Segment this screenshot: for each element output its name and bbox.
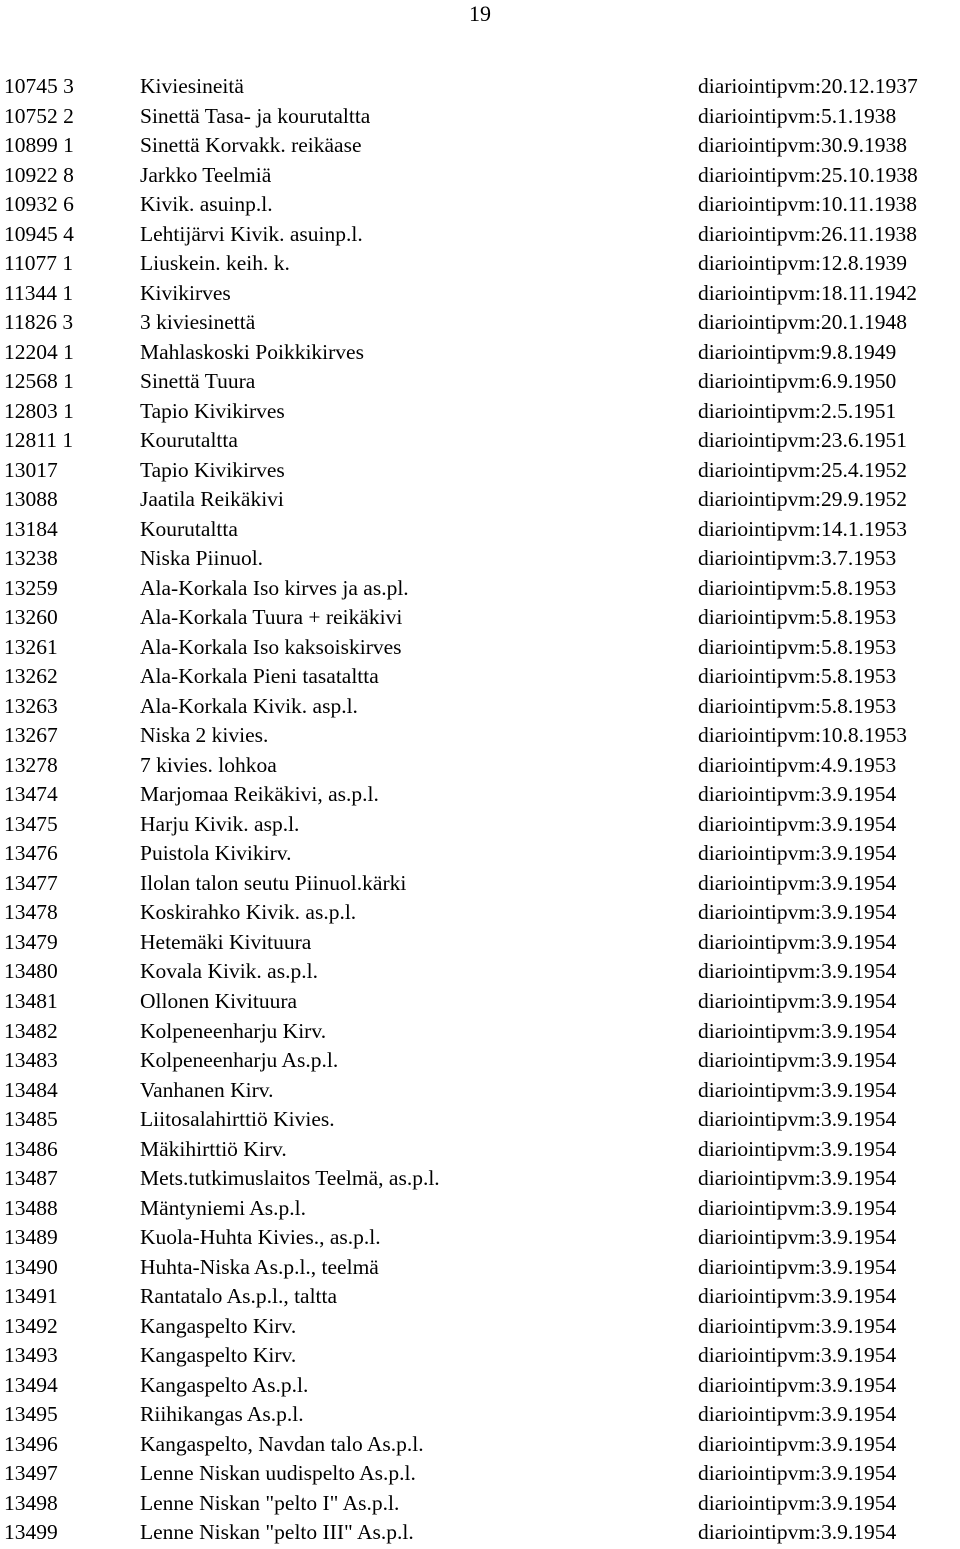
diary-date: diariointipvm:3.9.1954	[698, 782, 897, 807]
item-description: Hetemäki Kivituura	[140, 929, 312, 954]
catalog-row	[0, 308, 960, 338]
catalog-row	[0, 72, 960, 102]
catalog-row	[0, 190, 960, 220]
item-description: Riihikangas As.p.l.	[140, 1402, 304, 1427]
diary-date: diariointipvm:30.9.1938	[698, 133, 908, 158]
catalog-id: 13474	[4, 782, 58, 807]
item-description: Ollonen Kivituura	[140, 988, 298, 1013]
diary-date: diariointipvm:25.10.1938	[698, 162, 918, 187]
catalog-id: 13483	[4, 1048, 58, 1073]
catalog-id: 13017	[4, 457, 58, 482]
catalog-row	[0, 1400, 960, 1430]
catalog-row	[0, 780, 960, 810]
catalog-id: 13184	[4, 516, 58, 541]
catalog-row	[0, 220, 960, 250]
item-description: Lenne Niskan uudispelto As.p.l.	[140, 1461, 416, 1486]
catalog-id: 13490	[4, 1254, 58, 1279]
catalog-row	[0, 1341, 960, 1371]
catalog-id: 10932 6	[4, 192, 74, 217]
catalog-row	[0, 574, 960, 604]
catalog-id: 13475	[4, 811, 58, 836]
catalog-id: 13261	[4, 634, 58, 659]
diary-date: diariointipvm:5.8.1953	[698, 605, 897, 630]
catalog-id: 13484	[4, 1077, 58, 1102]
diary-date: diariointipvm:3.9.1954	[698, 1225, 897, 1250]
diary-date: diariointipvm:26.11.1938	[698, 221, 917, 246]
catalog-id: 12204 1	[4, 339, 74, 364]
catalog-id: 13477	[4, 870, 58, 895]
item-description: Kovala Kivik. as.p.l.	[140, 959, 318, 984]
catalog-row	[0, 1459, 960, 1489]
item-description: Kivik. asuinp.l.	[140, 192, 273, 217]
item-description: Sinettä Tasa- ja kourutaltta	[140, 103, 371, 128]
diary-date: diariointipvm:3.9.1954	[698, 811, 897, 836]
catalog-id: 13488	[4, 1195, 58, 1220]
item-description: Kourutaltta	[140, 428, 238, 453]
catalog-row	[0, 1105, 960, 1135]
item-description: 3 kiviesinettä	[140, 310, 256, 335]
catalog-id: 10752 2	[4, 103, 74, 128]
item-description: Mäntyniemi As.p.l.	[140, 1195, 307, 1220]
catalog-row	[0, 456, 960, 486]
catalog-row	[0, 928, 960, 958]
catalog-row	[0, 367, 960, 397]
item-description: Kangaspelto As.p.l.	[140, 1372, 309, 1397]
item-description: Lenne Niskan "pelto I" As.p.l.	[140, 1490, 400, 1515]
diary-date: diariointipvm:3.9.1954	[698, 959, 897, 984]
catalog-row	[0, 338, 960, 368]
item-description: Sinettä Korvakk. reikäase	[140, 133, 362, 158]
catalog-id: 13499	[4, 1520, 58, 1545]
item-description: Mahlaskoski Poikkikirves	[140, 339, 364, 364]
item-description: Ala-Korkala Tuura + reikäkivi	[140, 605, 403, 630]
catalog-row	[0, 131, 960, 161]
diary-date: diariointipvm:5.1.1938	[698, 103, 897, 128]
diary-date: diariointipvm:10.8.1953	[698, 723, 908, 748]
catalog-row	[0, 898, 960, 928]
diary-date: diariointipvm:3.9.1954	[698, 1402, 897, 1427]
catalog-id: 10945 4	[4, 221, 74, 246]
diary-date: diariointipvm:12.8.1939	[698, 251, 908, 276]
diary-date: diariointipvm:3.9.1954	[698, 1107, 897, 1132]
diary-date: diariointipvm:20.1.1948	[698, 310, 908, 335]
item-description: Jarkko Teelmiä	[140, 162, 272, 187]
catalog-id: 13494	[4, 1372, 58, 1397]
catalog-row	[0, 721, 960, 751]
diary-date: diariointipvm:9.8.1949	[698, 339, 897, 364]
item-description: Niska 2 kivies.	[140, 723, 269, 748]
item-description: Puistola Kivikirv.	[140, 841, 292, 866]
diary-date: diariointipvm:3.9.1954	[698, 1166, 897, 1191]
item-description: Liuskein. keih. k.	[140, 251, 290, 276]
item-description: Ala-Korkala Iso kaksoiskirves	[140, 634, 402, 659]
catalog-row	[0, 161, 960, 191]
diary-date: diariointipvm:3.9.1954	[698, 870, 897, 895]
catalog-row	[0, 1164, 960, 1194]
diary-date: diariointipvm:10.11.1938	[698, 192, 917, 217]
catalog-row	[0, 544, 960, 574]
catalog-row	[0, 102, 960, 132]
catalog-row	[0, 1135, 960, 1165]
catalog-id: 13491	[4, 1284, 58, 1309]
catalog-row	[0, 485, 960, 515]
diary-date: diariointipvm:3.9.1954	[698, 988, 897, 1013]
catalog-row	[0, 1518, 960, 1548]
item-description: Ilolan talon seutu Piinuol.kärki	[140, 870, 407, 895]
catalog-row	[0, 603, 960, 633]
diary-date: diariointipvm:3.9.1954	[698, 1490, 897, 1515]
item-description: Kiviesineitä	[140, 74, 244, 98]
catalog-row	[0, 633, 960, 663]
catalog-id: 12568 1	[4, 369, 74, 394]
catalog-id: 13493	[4, 1343, 58, 1368]
catalog-id: 10745 3	[4, 74, 74, 98]
catalog-row	[0, 426, 960, 456]
item-description: Huhta-Niska As.p.l., teelmä	[140, 1254, 379, 1279]
diary-date: diariointipvm:3.9.1954	[698, 1372, 897, 1397]
catalog-row	[0, 1430, 960, 1460]
catalog-id: 13487	[4, 1166, 58, 1191]
catalog-id: 13492	[4, 1313, 58, 1338]
diary-date: diariointipvm:3.9.1954	[698, 1284, 897, 1309]
catalog-row	[0, 515, 960, 545]
item-description: Kourutaltta	[140, 516, 238, 541]
diary-date: diariointipvm:25.4.1952	[698, 457, 908, 482]
item-description: Marjomaa Reikäkivi, as.p.l.	[140, 782, 379, 807]
item-description: Kolpeneenharju Kirv.	[140, 1018, 327, 1043]
catalog-id: 12803 1	[4, 398, 74, 423]
diary-date: diariointipvm:3.9.1954	[698, 1343, 897, 1368]
catalog-id: 13479	[4, 929, 58, 954]
item-description: Vanhanen Kirv.	[140, 1077, 274, 1102]
catalog-id: 10922 8	[4, 162, 74, 187]
diary-date: diariointipvm:3.9.1954	[698, 1461, 897, 1486]
item-description: Sinettä Tuura	[140, 369, 256, 394]
catalog-row	[0, 839, 960, 869]
diary-date: diariointipvm:14.1.1953	[698, 516, 908, 541]
diary-date: diariointipvm:3.9.1954	[698, 929, 897, 954]
catalog-row	[0, 1194, 960, 1224]
diary-date: diariointipvm:18.11.1942	[698, 280, 917, 305]
item-description: Tapio Kivikirves	[140, 398, 285, 423]
diary-date: diariointipvm:2.5.1951	[698, 398, 897, 423]
catalog-id: 13495	[4, 1402, 58, 1427]
diary-date: diariointipvm:3.9.1954	[698, 1018, 897, 1043]
item-description: Jaatila Reikäkivi	[140, 487, 284, 512]
catalog-id: 13262	[4, 664, 58, 689]
diary-date: diariointipvm:5.8.1953	[698, 664, 897, 689]
catalog-row	[0, 957, 960, 987]
item-description: Ala-Korkala Iso kirves ja as.pl.	[140, 575, 409, 600]
catalog-id: 13238	[4, 546, 58, 571]
item-description: Kolpeneenharju As.p.l.	[140, 1048, 339, 1073]
catalog-row	[0, 1223, 960, 1253]
catalog-id: 13498	[4, 1490, 58, 1515]
catalog-row	[0, 397, 960, 427]
catalog-row	[0, 1076, 960, 1106]
item-description: Kangaspelto, Navdan talo As.p.l.	[140, 1431, 424, 1456]
item-description: Tapio Kivikirves	[140, 457, 285, 482]
catalog-row	[0, 987, 960, 1017]
catalog-id: 13478	[4, 900, 58, 925]
diary-date: diariointipvm:23.6.1951	[698, 428, 908, 453]
catalog-id: 13260	[4, 605, 58, 630]
diary-date: diariointipvm:3.9.1954	[698, 1520, 897, 1545]
item-description: Kangaspelto Kirv.	[140, 1343, 297, 1368]
diary-date: diariointipvm:3.9.1954	[698, 1048, 897, 1073]
catalog-id: 13481	[4, 988, 58, 1013]
item-description: Liitosalahirttiö Kivies.	[140, 1107, 335, 1132]
item-description: Niska Piinuol.	[140, 546, 264, 571]
item-description: Kangaspelto Kirv.	[140, 1313, 297, 1338]
catalog-id: 13278	[4, 752, 58, 777]
diary-date: diariointipvm:3.9.1954	[698, 900, 897, 925]
catalog-id: 11077 1	[4, 251, 74, 276]
diary-date: diariointipvm:3.9.1954	[698, 1077, 897, 1102]
catalog-id: 13476	[4, 841, 58, 866]
catalog-row	[0, 279, 960, 309]
catalog-row	[0, 1371, 960, 1401]
diary-date: diariointipvm:20.12.1937	[698, 74, 918, 98]
diary-date: diariointipvm:3.9.1954	[698, 1136, 897, 1161]
diary-date: diariointipvm:29.9.1952	[698, 487, 908, 512]
catalog-row	[0, 810, 960, 840]
diary-date: diariointipvm:3.9.1954	[698, 1431, 897, 1456]
item-description: Mäkihirttiö Kirv.	[140, 1136, 287, 1161]
catalog-id: 13263	[4, 693, 58, 718]
diary-date: diariointipvm:3.7.1953	[698, 546, 897, 571]
catalog-row	[0, 751, 960, 781]
diary-date: diariointipvm:3.9.1954	[698, 1313, 897, 1338]
catalog-id: 13480	[4, 959, 58, 984]
item-description: Ala-Korkala Kivik. asp.l.	[140, 693, 358, 718]
item-description: Koskirahko Kivik. as.p.l.	[140, 900, 357, 925]
item-description: Lehtijärvi Kivik. asuinp.l.	[140, 221, 363, 246]
item-description: 7 kivies. lohkoa	[140, 752, 277, 777]
catalog-row	[0, 662, 960, 692]
diary-date: diariointipvm:3.9.1954	[698, 841, 897, 866]
diary-date: diariointipvm:4.9.1953	[698, 752, 897, 777]
diary-date: diariointipvm:5.8.1953	[698, 634, 897, 659]
item-description: Mets.tutkimuslaitos Teelmä, as.p.l.	[140, 1166, 440, 1191]
catalog-id: 13489	[4, 1225, 58, 1250]
catalog-list	[0, 72, 960, 1548]
catalog-id: 13497	[4, 1461, 58, 1486]
catalog-id: 13259	[4, 575, 58, 600]
catalog-id: 13496	[4, 1431, 58, 1456]
catalog-row	[0, 249, 960, 279]
item-description: Lenne Niskan "pelto III" As.p.l.	[140, 1520, 414, 1545]
catalog-row	[0, 692, 960, 722]
item-description: Harju Kivik. asp.l.	[140, 811, 300, 836]
catalog-row	[0, 1489, 960, 1519]
catalog-id: 10899 1	[4, 133, 74, 158]
catalog-id: 13267	[4, 723, 58, 748]
catalog-id: 11344 1	[4, 280, 74, 305]
catalog-id: 13486	[4, 1136, 58, 1161]
catalog-row	[0, 869, 960, 899]
catalog-row	[0, 1017, 960, 1047]
catalog-row	[0, 1253, 960, 1283]
diary-date: diariointipvm:5.8.1953	[698, 693, 897, 718]
catalog-id: 13485	[4, 1107, 58, 1132]
catalog-row	[0, 1046, 960, 1076]
item-description: Rantatalo As.p.l., taltta	[140, 1284, 338, 1309]
catalog-row	[0, 1282, 960, 1312]
diary-date: diariointipvm:6.9.1950	[698, 369, 897, 394]
catalog-id: 13088	[4, 487, 58, 512]
diary-date: diariointipvm:5.8.1953	[698, 575, 897, 600]
item-description: Ala-Korkala Pieni tasataltta	[140, 664, 379, 689]
item-description: Kuola-Huhta Kivies., as.p.l.	[140, 1225, 381, 1250]
page-number: 19	[469, 1, 491, 26]
catalog-id: 13482	[4, 1018, 58, 1043]
diary-date: diariointipvm:3.9.1954	[698, 1254, 897, 1279]
catalog-id: 12811 1	[4, 428, 74, 453]
item-description: Kivikirves	[140, 280, 231, 305]
diary-date: diariointipvm:3.9.1954	[698, 1195, 897, 1220]
catalog-id: 11826 3	[4, 310, 74, 335]
catalog-row	[0, 1312, 960, 1342]
